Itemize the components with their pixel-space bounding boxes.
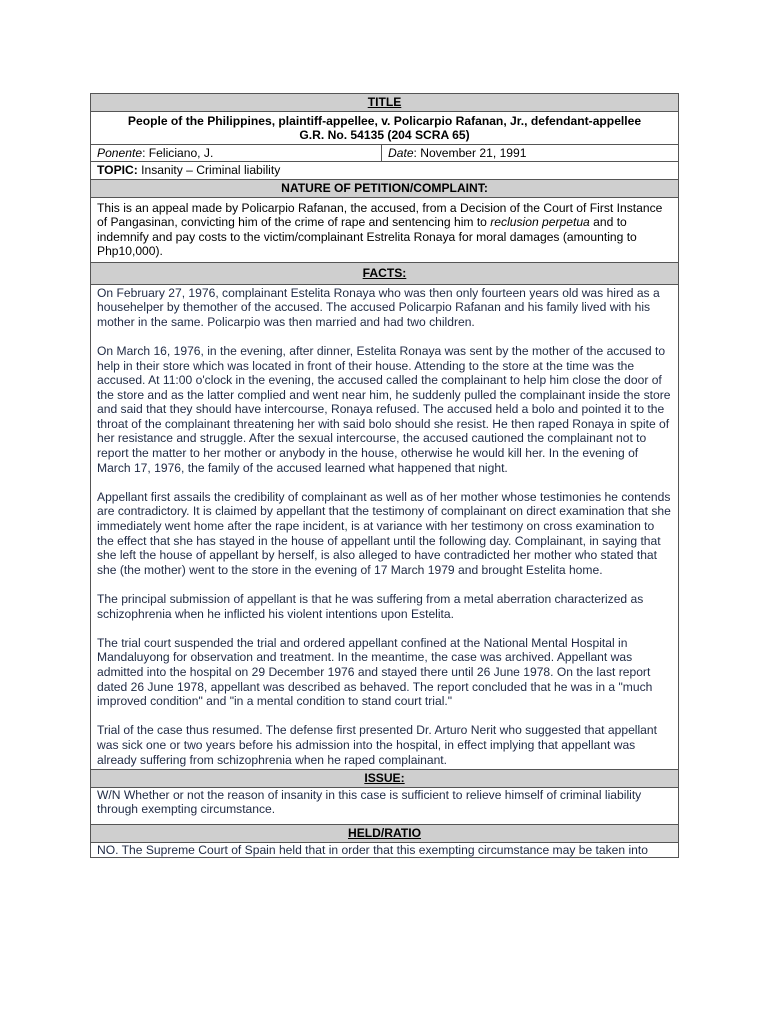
date-value: : November 21, 1991 xyxy=(413,145,527,160)
facts-paragraph: Appellant first assails the credibility of complainant as well as of her mother whose testimonies he contends are contradictory. It is claimed by appellant that the testimony of complainant on direct examination that she immediately went home after the rape incident, is at variance with her testimony on cross examination to the effect that she has stayed in the house of appellant until the following day. Complainant, in saying that she left the house of appellant by herself, is also alleged to have contradicted her mother who stated that she (the mother) went to the store in the evening of 17 March 1979 and brought Estelita home. xyxy=(97,489,671,577)
case-title-line2: G.R. No. 54135 (204 SCRA 65) xyxy=(299,128,470,143)
nature-text-2: and to indemnify and pay costs to the victim/complainant Estrelita Ronaya for moral damages (amounting to Php10,000). xyxy=(97,215,637,259)
topic-row xyxy=(91,162,679,180)
issue-header-row xyxy=(91,770,679,788)
case-digest-document xyxy=(90,93,678,858)
topic-label: TOPIC: xyxy=(97,163,138,178)
date-cell xyxy=(382,144,679,162)
held-header: HELD/RATIO xyxy=(91,824,679,842)
issue-prefix: W/N xyxy=(97,787,121,802)
issue-body xyxy=(91,787,679,824)
title-header-row xyxy=(91,94,679,112)
date-label: Date xyxy=(388,145,414,160)
case-title xyxy=(91,111,679,144)
nature-text-1: This is an appeal made by Policarpio Rafanan, the accused, from a Decision of the Court of First Instance of Pangasinan, convicting him of the crime of rape and sentencing him to xyxy=(97,200,663,230)
facts-paragraph: On February 27, 1976, complainant Estelita Ronaya who was then only fourteen years old was hired as a househelper by themother of the accused. The accused Policarpio Rafanan and his family lived with his mother in the same. Policarpio was then married and had two children. xyxy=(97,285,660,329)
ponente-label: Ponente xyxy=(97,145,143,160)
nature-header-row xyxy=(91,179,679,197)
topic-value: Insanity – Criminal liability xyxy=(137,163,281,178)
facts-paragraph: The principal submission of appellant is that he was suffering from a metal aberration characterized as schizophrenia when he inflicted his violent intentions upon Estelita. xyxy=(97,592,644,621)
title-header: TITLE xyxy=(91,94,679,112)
facts-paragraph: The trial court suspended the trial and ordered appellant confined at the National Mental Hospital in Mandaluyong for observation and treatment. In the meantime, the case was archived. Appellant was admitted into the hospital on 29 December 1976 and stayed there until 26 June 1978. On the last report dated 26 June 1978, appellant was described as behaved. The report concluded that he was in a "much improved condition" and "in a mental condition to stand court trial." xyxy=(97,635,653,709)
nature-body-row xyxy=(91,197,679,262)
held-body: NO. The Supreme Court of Spain held that in order that this exempting circumstance may be taken into xyxy=(91,842,679,858)
nature-body xyxy=(91,197,679,262)
ponente-cell xyxy=(91,144,382,162)
held-body-row xyxy=(91,842,679,858)
topic-cell xyxy=(91,162,679,180)
case-title-row xyxy=(91,111,679,144)
ponente-value: : Feliciano, J. xyxy=(142,145,214,160)
facts-header-row xyxy=(91,262,679,284)
held-header-row xyxy=(91,824,679,842)
facts-paragraph: Trial of the case thus resumed. The defense first presented Dr. Arturo Nerit who suggested that appellant was sick one or two years before his admission into the hospital, in effect implying that appellant was already suffering from schizophrenia when he raped complainant. xyxy=(97,723,657,767)
facts-body-row xyxy=(91,284,679,770)
issue-body-row xyxy=(91,787,679,824)
ponente-date-row xyxy=(91,144,679,162)
facts-header: FACTS: xyxy=(91,262,679,284)
case-digest-table xyxy=(90,93,679,858)
facts-body xyxy=(91,284,679,770)
facts-paragraph: On March 16, 1976, in the evening, after dinner, Estelita Ronaya was sent by the mother of the accused to help in their store which was located in front of their house. Attending to the store at the time was the accused. At 11:00 o'clock in the evening, the accused called the complainant to help him close the door of the store and as the latter complied and went near him, he suddenly pulled the complainant inside the store and said that they should have intercourse, Ronaya refused. The accused held a bolo and pointed it to the throat of the complainant threatening her with said bolo should she resist. He then raped Ronaya in spite of her resistance and struggle. After the sexual intercourse, the accused cautioned the complainant not to report the matter to her mother or anybody in the house, otherwise he would kill her. In the evening of March 17, 1976, the family of the accused learned what happened that night. xyxy=(97,343,671,475)
nature-text-italic: reclusion perpetua xyxy=(490,215,590,230)
issue-text: Whether or not the reason of insanity in this case is sufficient to relieve himself of criminal liability through exempting circumstance. xyxy=(97,787,642,817)
issue-header: ISSUE: xyxy=(91,770,679,788)
case-title-line1: People of the Philippines, plaintiff-appellee, v. Policarpio Rafanan, Jr., defendant-appellee xyxy=(127,113,642,128)
nature-header: NATURE OF PETITION/COMPLAINT: xyxy=(91,179,679,197)
